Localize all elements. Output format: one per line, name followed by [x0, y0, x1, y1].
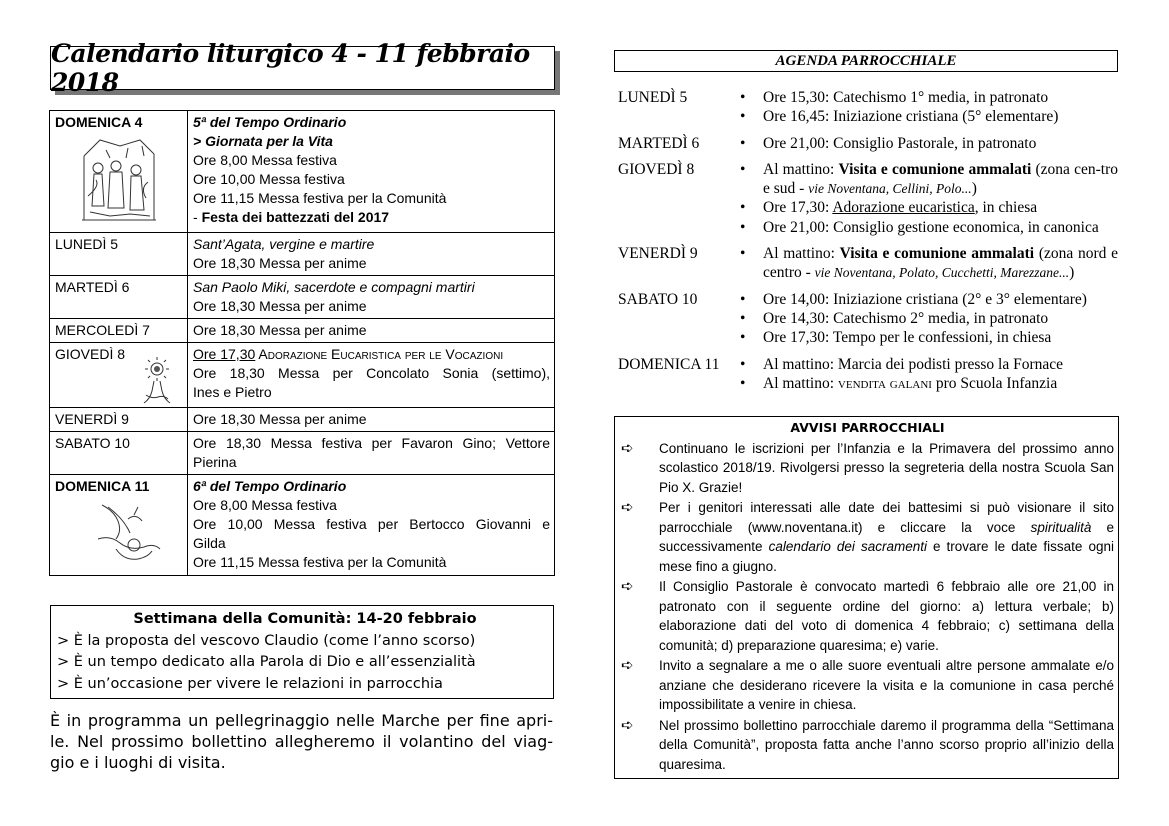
table-row: [50, 432, 555, 475]
list-item: • Ore 15,30: Catechismo 1° media, in patronato: [740, 89, 1049, 106]
day-content: [188, 111, 555, 233]
agenda-row: [618, 160, 1118, 237]
event-highlight: Festa dei battezzati del 2017: [201, 209, 390, 225]
mass-line: Ore 18,30 Messa per anime: [193, 298, 367, 314]
list-item: • Ore 21,00: Consiglio gestione economica, in canonica: [740, 218, 1099, 236]
day-label: SABATO 10: [55, 435, 130, 451]
list-item: > È un’occasione per vivere le relazioni in parrocchia: [57, 675, 443, 692]
list-item: • Ore 21,00: Consiglio Pastorale, in patronato: [740, 134, 1037, 152]
community-week-box: [50, 605, 554, 699]
mass-line: Ore 8,00 Messa festiva: [193, 497, 337, 513]
table-row: [50, 233, 555, 276]
day-content: [188, 319, 555, 343]
agenda-day: VENERDÌ 9: [618, 245, 698, 263]
list-item: • Ore 14,30: Catechismo 2° media, in patronato: [740, 309, 1049, 327]
agenda-row: [618, 88, 1118, 127]
liturgical-calendar-table: [49, 110, 555, 576]
list-item: • Ore 16,45: Iniziazione cristiana (5° elementare): [740, 108, 1059, 126]
feast-name: 5ª del Tempo Ordinario: [193, 114, 347, 130]
bullet-icon: •: [740, 245, 746, 263]
list-item: • Ore 17,30: Tempo per le confessioni, in chiesa: [740, 329, 1052, 347]
list-item: ➪ Nel prossimo bollettino parrocchiale daremo il programma della “Settimana della Comunità”, proposta fatta anche l’anno scorso proprio all’inizio della quaresima.: [621, 716, 1114, 775]
bullet-icon: •: [740, 160, 746, 178]
mass-line: Ore 11,15 Messa festiva per la Comunità: [193, 190, 447, 206]
day-content: [188, 475, 555, 576]
table-row: [50, 343, 555, 408]
saint-name: Sant’Agata, vergine e martire: [193, 236, 375, 252]
arrow-right-icon: ➪: [621, 657, 634, 674]
table-row: [50, 111, 555, 233]
day-content: [188, 432, 555, 475]
bullet-icon: •: [740, 329, 746, 347]
mass-line: Ore 18,30 Messa festiva per Favaron Gino; Vettore: [193, 435, 550, 451]
day-label: VENERDÌ 9: [55, 411, 129, 427]
table-row: [50, 319, 555, 343]
mass-line: Ore 10,00 Messa festiva per Bertocco Giovanni e: [193, 516, 550, 532]
list-item: > È un tempo dedicato alla Parola di Dio e all’essenzialità: [57, 654, 476, 670]
agenda-row: [618, 244, 1118, 283]
list-item: ➪ Il Consiglio Pastorale è convocato martedì 6 febbraio alle ore 21,00 in patronato con il seguente ordine del giorno: a) lettura verbale; b) elaborazione dati del voto di domenica 4 febbraio; c) settimana della comunità; d) preparazione quaresima; e) varie.: [621, 577, 1114, 655]
day-label: MARTEDÌ 6: [55, 279, 130, 295]
mass-line: Ore 10,00 Messa festiva: [193, 171, 345, 187]
day-label: MERCOLEDÌ 7: [55, 322, 150, 338]
bullet-icon: •: [740, 89, 746, 106]
list-item: • Al mattino: vendita galani pro Scuola Infanzia: [740, 374, 1058, 392]
community-week-heading: Settimana della Comunità: 14-20 febbraio: [133, 611, 477, 627]
bullet-icon: •: [740, 108, 746, 126]
parish-agenda: [618, 88, 1118, 400]
agenda-row: [618, 355, 1118, 394]
mass-line: Ore 8,00 Messa festiva: [193, 152, 337, 168]
day-content: [188, 276, 555, 319]
calendar-title-box: [50, 39, 555, 97]
feast-name: 6ª del Tempo Ordinario: [193, 478, 347, 494]
day-content: [188, 233, 555, 276]
table-row: [50, 408, 555, 432]
list-item: ➪ Invito a segnalare a me o alle suore eventuali altre persone ammalate e/o anziane che desiderano ricevere la visita e la comunione in casa perché impossibilitate a venire in chiesa.: [621, 656, 1114, 715]
nativity-illustration-icon: [80, 136, 158, 224]
bullet-icon: •: [740, 309, 746, 327]
bullet-icon: •: [740, 218, 746, 236]
agenda-day: DOMENICA 11: [618, 355, 720, 373]
feast-subtitle: > Giornata per la Vita: [193, 133, 333, 149]
mass-line-cont: Gilda: [193, 535, 226, 551]
day-label: DOMENICA 11: [55, 478, 150, 494]
mass-line-cont: Ines e Pietro: [193, 384, 272, 400]
adoration-line: Ore 17,30 Adorazione Eucaristica per le Vocazioni: [193, 346, 504, 362]
saint-name: San Paolo Miki, sacerdote e compagni martiri: [193, 279, 475, 295]
list-item: > È la proposta del vescovo Claudio (come l’anno scorso): [57, 632, 476, 649]
agenda-day: LUNEDÌ 5: [618, 89, 688, 106]
agenda-day: GIOVEDÌ 8: [618, 160, 695, 178]
agenda-day: MARTEDÌ 6: [618, 134, 700, 152]
arrow-right-icon: ➪: [621, 439, 634, 457]
monstrance-icon: [140, 355, 174, 405]
mass-line: Ore 18,30 Messa per anime: [193, 255, 367, 271]
calendar-title: Calendario liturgico 4 - 11 febbraio 2018: [51, 39, 530, 97]
mass-line: Ore 18,30 Messa per Concolato Sonia (settimo),: [193, 365, 550, 381]
table-row: [50, 475, 555, 576]
day-label: LUNEDÌ 5: [55, 236, 119, 252]
baptism-hands-icon: [94, 499, 164, 565]
event-line: - Festa dei battezzati del 2017: [193, 209, 390, 225]
list-item: ➪ Per i genitori interessati alle date dei battesimi si può visionare il sito parrocchiale (www.noventana.it) e cliccare la voce spiritualità e successivamente calendario dei sacramenti e trovare le date fissate ogni mese fino a giugno.: [621, 498, 1114, 576]
mass-line-cont: Pierina: [193, 454, 237, 470]
day-content: [188, 408, 555, 432]
bullet-icon: •: [740, 199, 746, 217]
list-item: • Ore 14,00: Iniziazione cristiana (2° e 3° elementare): [740, 290, 1087, 308]
agenda-row: [618, 290, 1118, 348]
pilgrimage-notice: È in programma un pellegrinaggio nelle Marche per fine apri-le. Nel prossimo bollettino allegheremo il volantino del viag-gio e i luoghi di visita.: [50, 711, 553, 772]
arrow-right-icon: ➪: [621, 499, 634, 516]
mass-line: Ore 18,30 Messa per anime: [193, 322, 367, 338]
list-item: • Al mattino: Marcia dei podisti presso la Fornace: [740, 355, 1064, 373]
notices-heading: AVVISI PARROCCHIALI: [790, 420, 945, 435]
agenda-day: SABATO 10: [618, 290, 698, 308]
agenda-title: AGENDA PARROCCHIALE: [614, 50, 1118, 72]
day-label: DOMENICA 4: [55, 114, 143, 130]
agenda-row: [618, 134, 1118, 153]
day-content: [188, 343, 555, 408]
table-row: [50, 276, 555, 319]
list-item: • Ore 17,30: Adorazione eucaristica, in chiesa: [740, 199, 1038, 217]
day-label: GIOVEDÌ 8: [55, 346, 126, 362]
bullet-icon: •: [740, 355, 746, 373]
list-item: ➪ Continuano le iscrizioni per l’Infanzia e la Primavera del prossimo anno scolastico 2018/19. Rivolgersi presso la segreteria della nostra Scuola San Pio X. Grazie!: [621, 439, 1114, 498]
arrow-right-icon: ➪: [621, 716, 634, 734]
list-item: • Al mattino: Visita e comunione ammalati (zona cen-tro e sud - vie Noventana, Cellini, Polo...): [740, 160, 1118, 198]
bullet-icon: •: [740, 290, 746, 308]
mass-line: Ore 18,30 Messa per anime: [193, 411, 367, 427]
arrow-right-icon: ➪: [621, 578, 634, 595]
list-item: • Al mattino: Visita e comunione ammalati (zona nord e centro - vie Noventana, Polato, Cucchetti, Marezzane...): [740, 245, 1119, 282]
parish-notices-box: [614, 416, 1119, 779]
mass-line: Ore 11,15 Messa festiva per la Comunità: [193, 554, 447, 570]
bullet-icon: •: [740, 134, 746, 152]
bullet-icon: •: [740, 374, 746, 392]
